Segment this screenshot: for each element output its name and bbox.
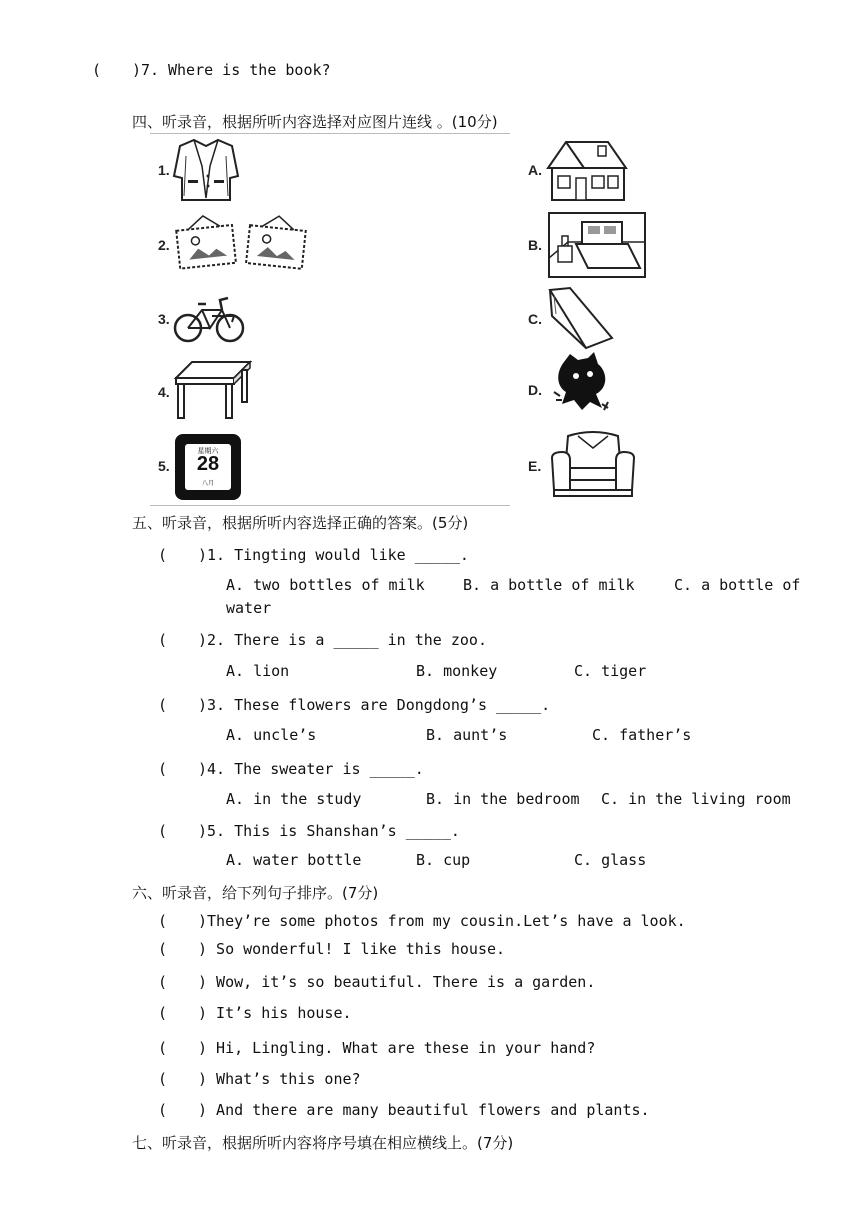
section4-top-rule (150, 133, 510, 134)
jacket-icon (172, 136, 240, 202)
s6-2-sentence: ) So wonderful! I like this house. (198, 940, 506, 958)
q5-2-paren: ( (158, 631, 168, 649)
calendar-icon (175, 434, 241, 500)
q7-text: Where is the book? (168, 61, 331, 79)
q5-4-option-a: A. in the study (226, 790, 362, 808)
match-left-label-1: 1. (158, 162, 170, 178)
s6-5-paren: ( (158, 1039, 168, 1057)
s6-4-paren: ( (158, 1004, 168, 1022)
match-left-label-5: 5. (158, 458, 170, 474)
q5-5-paren: ( (158, 822, 168, 840)
section7-title: 七、听录音，根据所听内容将序号填在相应横线上。(7分) (132, 1134, 514, 1152)
q5-2-option-a: A. lion (226, 662, 290, 680)
calendar-month: 八月 (201, 480, 214, 487)
bike-icon (172, 292, 246, 344)
q5-5-question: )5. This is Shanshan’s _____. (198, 822, 460, 840)
calendar-day: 28 (196, 453, 220, 475)
s6-6-sentence: ) What’s this one? (198, 1070, 361, 1088)
s6-2-paren: ( (158, 940, 168, 958)
s6-7-paren: ( (158, 1101, 168, 1119)
s6-6-paren: ( (158, 1070, 168, 1088)
q5-1-question: )1. Tingting would like _____. (198, 546, 469, 564)
table-icon (172, 358, 252, 420)
q7-paren: ( (92, 61, 102, 79)
calendar-weekday: 星期六 (197, 447, 219, 455)
q5-2-option-b: B. monkey (416, 662, 498, 680)
q5-1-option-a: A. two bottles of milk (226, 576, 425, 594)
q5-5-option-b: B. cup (416, 851, 471, 869)
photos-icon (172, 214, 310, 272)
section6-title: 六、听录音，给下列句子排序。(7分) (132, 884, 379, 902)
q5-5-option-c: C. glass (574, 851, 647, 869)
match-left-label-4: 4. (158, 384, 170, 400)
section5-title: 五、听录音，根据所听内容选择正确的答案。(5分) (132, 514, 469, 532)
match-right-label-a: A. (528, 162, 542, 178)
q5-3-question: )3. These flowers are Dongdong’s _____. (198, 696, 551, 714)
match-left-label-3: 3. (158, 311, 170, 327)
book-icon (546, 286, 616, 350)
match-right-label-d: D. (528, 382, 542, 398)
cat-icon (552, 352, 612, 414)
s6-5-sentence: ) Hi, Lingling. What are these in your hand? (198, 1039, 596, 1057)
section4-title: 四、听录音，根据所听内容选择对应图片连线 。(10分) (132, 113, 498, 131)
q5-1-option-c-cont: water (226, 599, 272, 617)
q5-4-option-b: B. in the bedroom (426, 790, 580, 808)
section4-bottom-rule (150, 505, 510, 506)
match-right-label-b: B. (528, 237, 542, 253)
q5-4-paren: ( (158, 760, 168, 778)
s6-4-sentence: ) It’s his house. (198, 1004, 352, 1022)
q5-1-paren: ( (158, 546, 168, 564)
q5-1-option-c: C. a bottle of (674, 576, 801, 594)
match-left-label-2: 2. (158, 237, 170, 253)
match-right-label-e: E. (528, 458, 542, 474)
q5-5-option-a: A. water bottle (226, 851, 362, 869)
house-icon (546, 138, 628, 202)
q5-2-question: )2. There is a _____ in the zoo. (198, 631, 487, 649)
armchair-icon (548, 430, 638, 500)
q5-3-option-b: B. aunt’s (426, 726, 508, 744)
s6-3-sentence: ) Wow, it’s so beautiful. There is a garden. (198, 973, 596, 991)
s6-1-sentence: )They’re some photos from my cousin.Let’s have a look. (198, 912, 686, 930)
s6-3-paren: ( (158, 973, 168, 991)
q5-4-question: )4. The sweater is _____. (198, 760, 424, 778)
match-right-label-c: C. (528, 311, 542, 327)
s6-1-paren: ( (158, 912, 168, 930)
bedroom-icon (548, 212, 646, 278)
q5-3-option-c: C. father’s (592, 726, 692, 744)
q5-1-option-b: B. a bottle of milk (463, 576, 635, 594)
q5-3-option-a: A. uncle’s (226, 726, 317, 744)
q7-number: )7. (132, 61, 160, 79)
q5-4-option-c: C. in the living room (601, 790, 791, 808)
s6-7-sentence: ) And there are many beautiful flowers and plants. (198, 1101, 650, 1119)
q5-2-option-c: C. tiger (574, 662, 647, 680)
q5-3-paren: ( (158, 696, 168, 714)
